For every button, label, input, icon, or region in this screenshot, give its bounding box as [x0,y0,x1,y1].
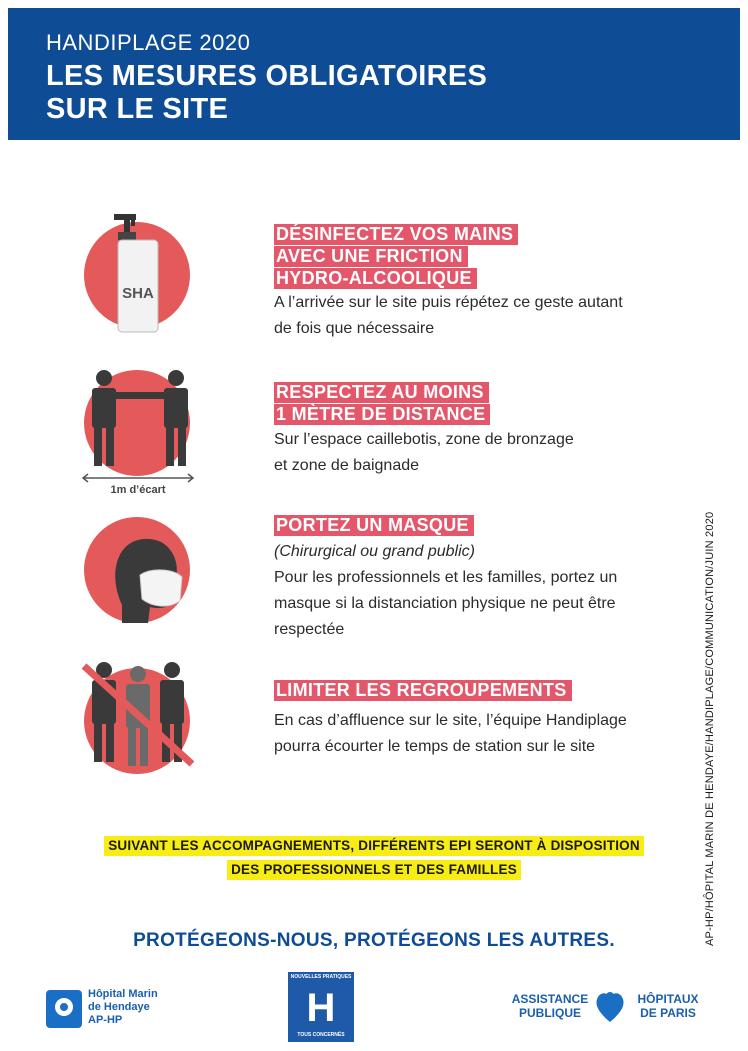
logo-text: NOUVELLES PRATIQUES [290,974,352,980]
sanitizer-label: SHA [122,285,154,302]
h-letter-icon: H [306,986,336,1030]
logo-text: ASSISTANCE [511,992,589,1006]
heading-sanitize [274,224,518,290]
logo-text: DE PARIS [640,1006,696,1020]
heading-mask [274,515,474,537]
body-crowd [274,708,714,760]
heading-line: LIMITER LES REGROUPEMENTS [274,680,572,701]
body-line: Sur l’espace caillebotis, zone de bronzage [274,431,574,448]
header-subtitle: HANDIPLAGE 2020 [46,30,251,55]
header-title-line2: SUR LE SITE [46,93,229,125]
notice-line: DES PROFESSIONNELS ET DES FAMILLES [227,860,521,880]
heading-line: PORTEZ UN MASQUE [274,515,474,536]
body-line: et zone de baignade [274,457,420,474]
body-line: de fois que nécessaire [274,320,435,337]
tous-concernes-logo [288,972,354,1042]
logo-text: PUBLIQUE [518,1006,581,1020]
header-title-line1: LES MESURES OBLIGATOIRES [46,60,488,92]
logo-text: AP-HP [88,1014,123,1026]
heart-icon [594,988,626,1024]
body-sanitize [274,290,714,342]
body-distance [274,427,714,479]
body-line: pourra écourter le temps de station sur le site [274,738,596,755]
logo-text: TOUS CONCERNÉS [297,1032,345,1038]
distance-label: 1m d’écart [110,484,166,496]
heading-crowd [274,680,572,702]
heading-line: DÉSINFECTEZ VOS MAINS [274,224,518,245]
hospital-marin-logo [46,988,176,1032]
body-line: A l’arrivée sur le site puis répétez ce geste autant [274,294,623,311]
body-line: respectée [274,621,345,638]
mask-icon [78,505,198,625]
header-title [46,60,487,126]
aphp-logo [510,988,710,1028]
ppe-notice [0,834,748,882]
body-line: masque si la distanciation physique ne peut être [274,595,616,612]
heading-line: HYDRO-ALCOOLIQUE [274,268,477,289]
logo-text: Hôpital Marin [88,988,158,1000]
body-line: En cas d’affluence sur le site, l’équipe Handiplage [274,712,627,729]
heading-line: 1 MÈTRE DE DISTANCE [274,404,490,425]
body-mask [274,565,714,643]
logo-text: de Hendaye [88,1001,150,1013]
notice-line: SUIVANT LES ACCOMPAGNEMENTS, DIFFÉRENTS EPI SERONT À DISPOSITION [104,836,644,856]
distance-icon [78,364,198,496]
heading-distance [274,382,490,426]
hand-sanitizer-icon [78,210,198,330]
body-line: Pour les professionnels et les familles, portez un [274,569,618,586]
credit-text: AP-HP/HÔPITAL MARIN DE HENDAYE/HANDIPLAGE/COMMUNICATION/JUIN 2020 [704,511,716,946]
slogan: PROTÉGEONS-NOUS, PROTÉGEONS LES AUTRES. [133,930,615,951]
heading-line: RESPECTEZ AU MOINS [274,382,489,403]
no-crowd-icon [78,656,198,776]
header-banner [8,8,740,140]
hospital-badge-icon [46,990,82,1028]
heading-line: AVEC UNE FRICTION [274,246,468,267]
mask-subtitle: (Chirurgical ou grand public) [274,543,475,560]
logo-text: HÔPITAUX [637,992,699,1006]
